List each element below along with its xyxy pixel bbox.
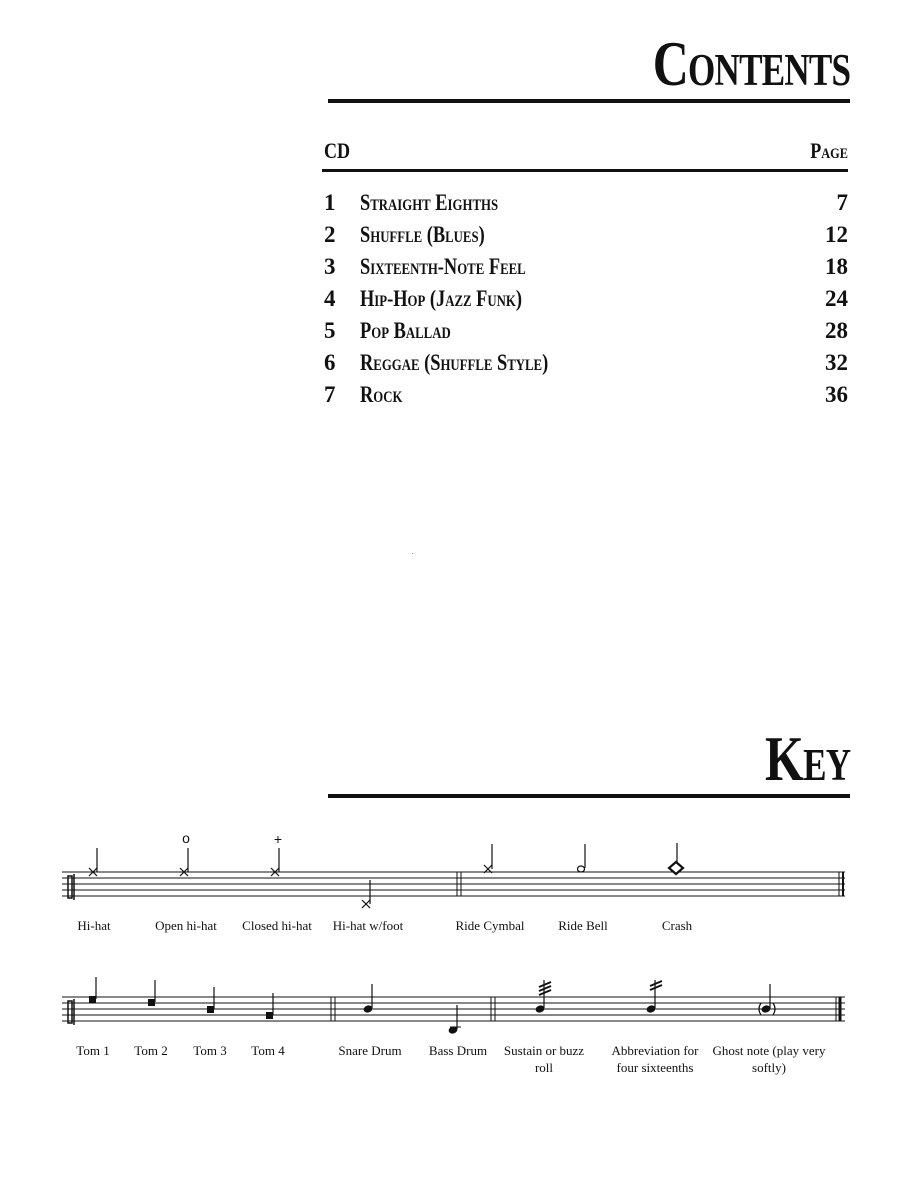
toc-title: Shuffle (Blues) bbox=[360, 222, 485, 247]
toc-cd-number: 3 bbox=[324, 254, 336, 279]
ride-bell-label: Ride Bell bbox=[558, 918, 608, 933]
toc-cd-number: 1 bbox=[324, 190, 336, 215]
ride-bell-note-icon bbox=[578, 844, 586, 872]
toc-cd-number: 2 bbox=[324, 222, 336, 247]
toc-page-number: 36 bbox=[825, 382, 848, 407]
toc-title: Straight Eighths bbox=[360, 190, 499, 215]
ghost-note-label: Ghost note (play very softly) bbox=[712, 1043, 826, 1075]
closed-symbol-icon: + bbox=[273, 831, 283, 847]
tom-1-label: Tom 1 bbox=[76, 1043, 110, 1058]
toc-page-number: 32 bbox=[825, 350, 848, 375]
toc-row bbox=[324, 187, 848, 219]
toc-row bbox=[324, 347, 848, 379]
key-title-rule bbox=[328, 794, 850, 798]
toc-title: Sixteenth-Note Feel bbox=[360, 254, 526, 279]
toc-page-number: 28 bbox=[825, 318, 848, 343]
toc-cd-number: 5 bbox=[324, 318, 336, 343]
contents-title: Contents bbox=[652, 28, 850, 99]
toc-page-number: 18 bbox=[825, 254, 848, 279]
toc-title: Pop Ballad bbox=[360, 318, 451, 343]
toc-cd-number: 4 bbox=[324, 286, 336, 311]
toc-page-number: 12 bbox=[825, 222, 848, 247]
toc-row bbox=[324, 379, 848, 411]
crash-label: Crash bbox=[661, 918, 693, 933]
cd-column-header: CD bbox=[324, 138, 351, 163]
closed-hi-hat-label: Closed hi-hat bbox=[242, 918, 312, 933]
toc-page-number: 7 bbox=[836, 190, 848, 215]
snare-drum-label: Snare Drum bbox=[338, 1043, 402, 1058]
toc-cd-number: 6 bbox=[324, 350, 336, 375]
key-title: Key bbox=[764, 723, 850, 794]
bass-drum-label: Bass Drum bbox=[428, 1043, 488, 1058]
contents-header-rule bbox=[322, 169, 848, 172]
crash-note-icon bbox=[669, 843, 683, 874]
open-symbol-icon: o bbox=[182, 830, 190, 846]
page-column-header: Page bbox=[810, 138, 848, 163]
toc-title: Rock bbox=[360, 382, 403, 407]
toc-page-number: 24 bbox=[825, 286, 848, 311]
toc-row bbox=[324, 315, 848, 347]
toc-cd-number: 7 bbox=[324, 382, 336, 407]
cymbal-key-staff bbox=[0, 830, 900, 920]
four-sixteenths-label: Abbreviation for four sixteenths bbox=[611, 1043, 699, 1075]
toc-row bbox=[324, 251, 848, 283]
toc-row bbox=[324, 219, 848, 251]
drum-key-staff bbox=[0, 968, 900, 1038]
toc-title: Hip-Hop (Jazz Funk) bbox=[360, 286, 522, 311]
tom-3-note-icon bbox=[207, 987, 214, 1013]
ride-cymbal-label: Ride Cymbal bbox=[455, 918, 525, 933]
contents-title-rule bbox=[328, 99, 850, 103]
tom-2-label: Tom 2 bbox=[134, 1043, 168, 1058]
tom-1-note-icon bbox=[89, 977, 96, 1003]
tom-2-note-icon bbox=[148, 980, 155, 1006]
hi-hat-foot-label: Hi-hat w/foot bbox=[332, 918, 404, 933]
speck bbox=[412, 553, 413, 554]
tom-3-label: Tom 3 bbox=[193, 1043, 227, 1058]
open-hi-hat-label: Open hi-hat bbox=[155, 918, 217, 933]
tom-4-label: Tom 4 bbox=[251, 1043, 285, 1058]
buzz-roll-label: Sustain or buzz roll bbox=[503, 1043, 585, 1075]
ride-cymbal-note-icon bbox=[484, 844, 492, 873]
toc-title: Reggae (Shuffle Style) bbox=[360, 350, 549, 375]
ghost-note-icon bbox=[759, 984, 775, 1015]
hi-hat-label: Hi-hat bbox=[77, 918, 111, 933]
toc-row bbox=[324, 283, 848, 315]
snare-drum-note-icon bbox=[363, 984, 374, 1014]
